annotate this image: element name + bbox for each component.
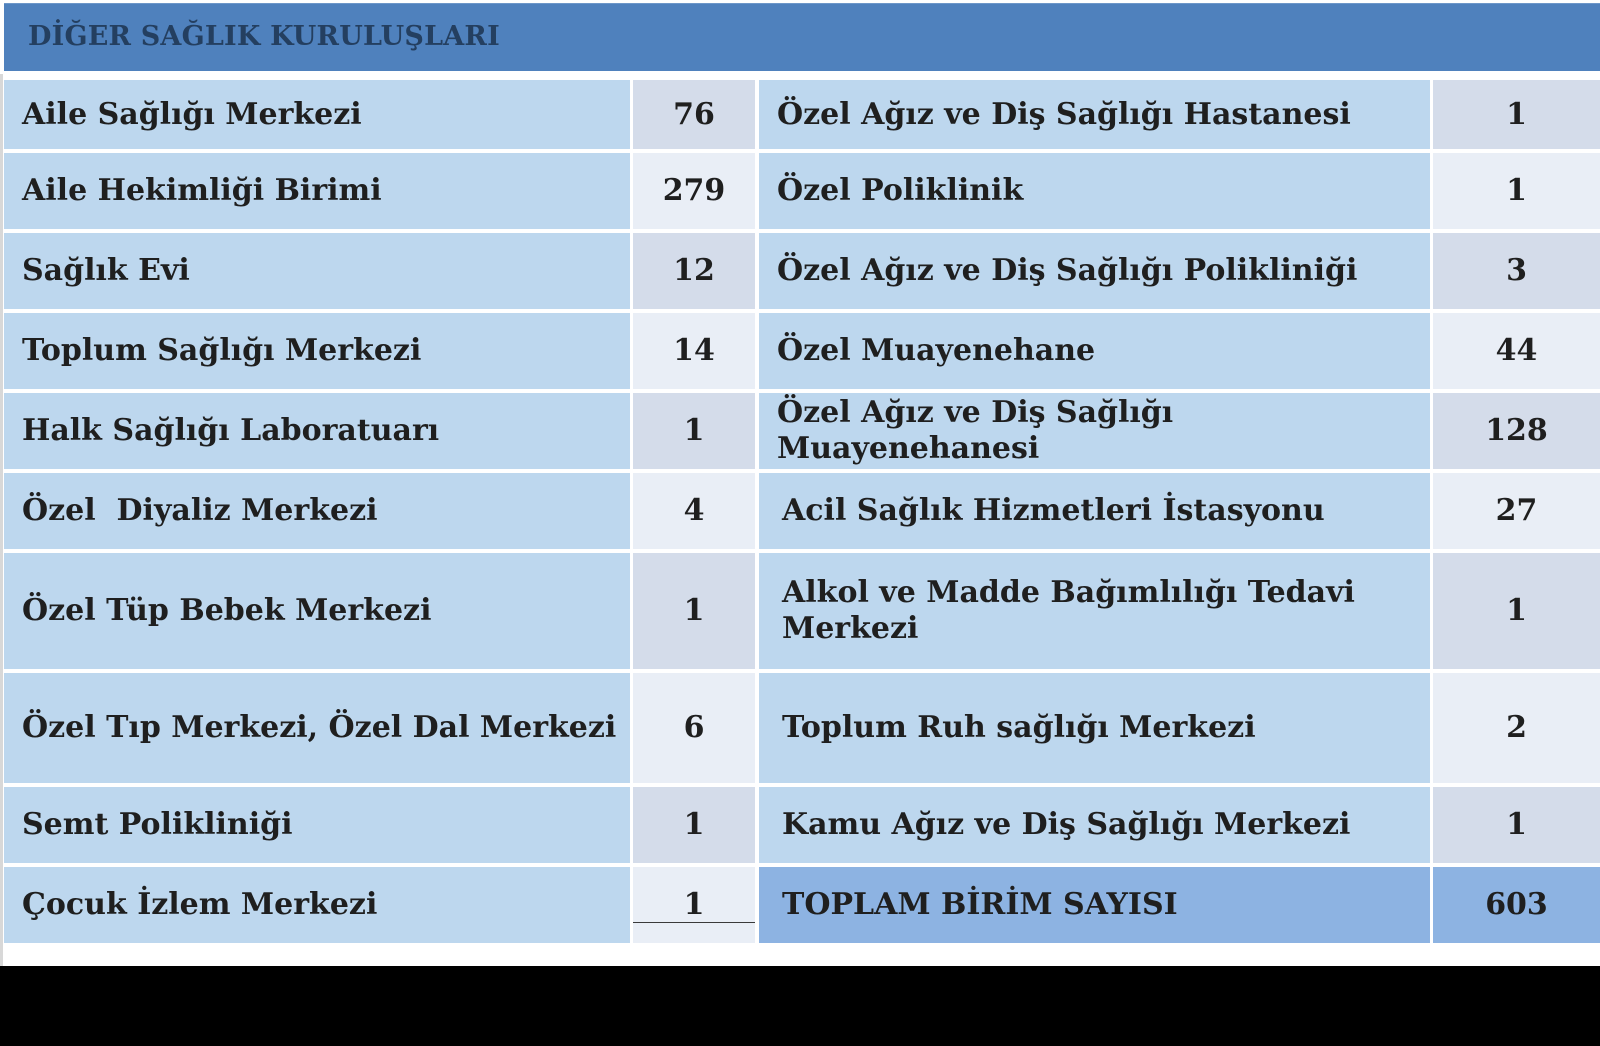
facility-count: 1 xyxy=(1433,153,1600,229)
facility-count: 279 xyxy=(633,153,755,229)
facility-name: Semt Polikliniği xyxy=(4,787,630,863)
facility-count: 14 xyxy=(633,313,755,389)
table-row xyxy=(4,473,1600,549)
facility-name: Halk Sağlığı Laboratuarı xyxy=(4,393,630,469)
facility-name: Özel Tıp Merkezi, Özel Dal Merkezi xyxy=(4,673,630,783)
facility-count: 1 xyxy=(633,393,755,469)
facility-count: 1 xyxy=(633,787,755,863)
facility-name: Acil Sağlık Hizmetleri İstasyonu xyxy=(759,473,1430,549)
facility-count: 1 xyxy=(1433,553,1600,669)
facility-name: Özel Diyaliz Merkezi xyxy=(4,473,630,549)
facility-count: 6 xyxy=(633,673,755,783)
table-row xyxy=(4,313,1600,389)
table-row xyxy=(4,153,1600,229)
facility-name: Özel Muayenehane xyxy=(759,313,1430,389)
facility-count: 1 xyxy=(1433,80,1600,149)
facility-name: Özel Poliklinik xyxy=(759,153,1430,229)
table-header xyxy=(4,3,1600,71)
total-label: TOPLAM BİRİM SAYISI xyxy=(759,867,1430,943)
facility-count: 27 xyxy=(1433,473,1600,549)
facility-name: Sağlık Evi xyxy=(4,233,630,309)
facility-count: 44 xyxy=(1433,313,1600,389)
left-border xyxy=(0,74,3,966)
table-row xyxy=(4,80,1600,149)
facility-count: 12 xyxy=(633,233,755,309)
facility-count: 1 xyxy=(633,867,755,943)
table-row xyxy=(4,787,1600,863)
facility-name: Aile Sağlığı Merkezi xyxy=(4,80,630,149)
facility-name: Özel Ağız ve Diş Sağlığı Polikliniği xyxy=(759,233,1430,309)
table-title: DİĞER SAĞLIK KURULUŞLARI xyxy=(28,21,500,52)
table-row xyxy=(4,553,1600,669)
facility-name: Özel Tüp Bebek Merkezi xyxy=(4,553,630,669)
table-row xyxy=(4,673,1600,783)
facility-name: Kamu Ağız ve Diş Sağlığı Merkezi xyxy=(759,787,1430,863)
facility-count: 3 xyxy=(1433,233,1600,309)
table-row-total xyxy=(4,867,1600,943)
facility-name: Özel Ağız ve Diş Sağlığı Hastanesi xyxy=(759,80,1430,149)
table-row xyxy=(4,393,1600,469)
facility-name: Özel Ağız ve Diş Sağlığı Muayenehanesi xyxy=(759,393,1430,469)
table-row xyxy=(4,233,1600,309)
facility-name: Toplum Sağlığı Merkezi xyxy=(4,313,630,389)
facility-count: 1 xyxy=(633,553,755,669)
facility-name: Alkol ve Madde Bağımlılığı Tedavi Merkezi xyxy=(759,553,1430,669)
facility-count: 4 xyxy=(633,473,755,549)
facility-count: 128 xyxy=(1433,393,1600,469)
value-underline xyxy=(633,922,755,923)
facility-count: 76 xyxy=(633,80,755,149)
facility-name: Aile Hekimliği Birimi xyxy=(4,153,630,229)
facility-count: 2 xyxy=(1433,673,1600,783)
facility-name: Toplum Ruh sağlığı Merkezi xyxy=(759,673,1430,783)
facility-count: 1 xyxy=(1433,787,1600,863)
facility-name: Çocuk İzlem Merkezi xyxy=(4,867,630,943)
total-count: 603 xyxy=(1433,867,1600,943)
